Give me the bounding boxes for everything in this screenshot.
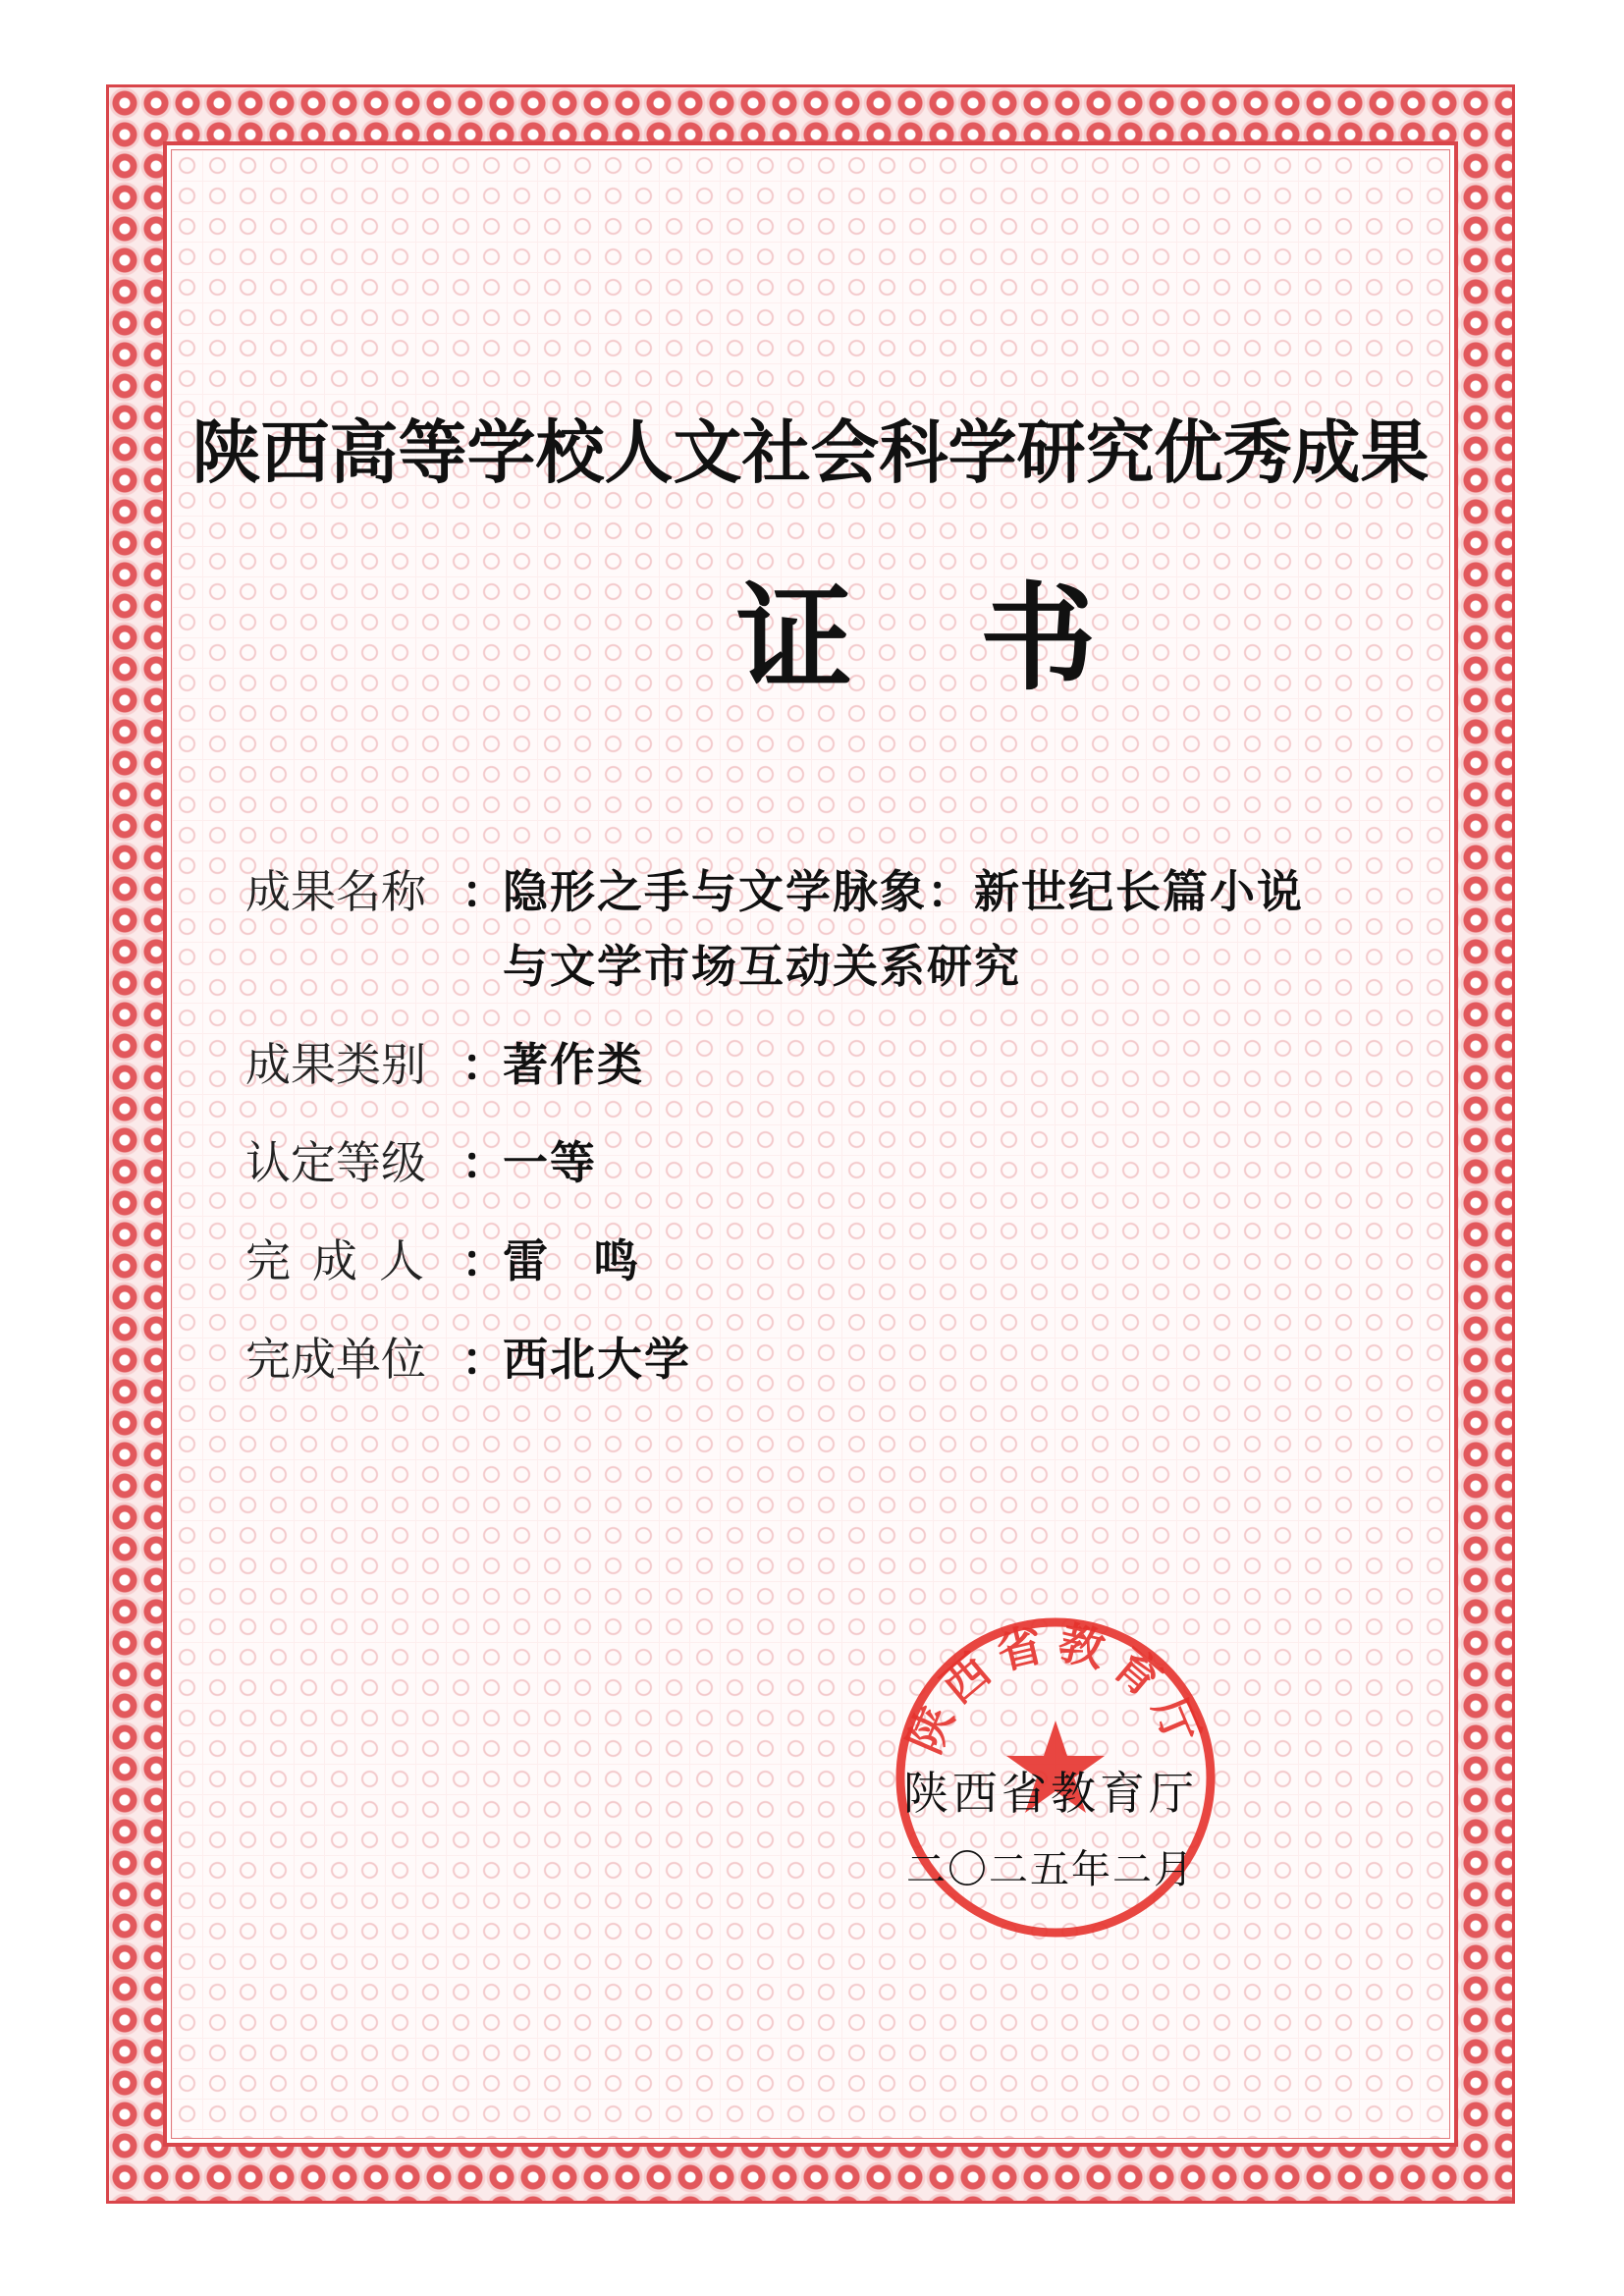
certificate-subtitle: 证书 xyxy=(736,570,1224,706)
colon: ： xyxy=(461,1333,507,1386)
issue-date: 二〇二五年二月 xyxy=(906,1847,1195,1892)
colon: ： xyxy=(461,1136,507,1189)
author-value: 雷鸣 xyxy=(503,1234,683,1287)
field-achievement-name xyxy=(245,864,1404,994)
colon: ： xyxy=(461,865,507,918)
achievement-name-line1: 隐形之手与文学脉象：新世纪长篇小说 xyxy=(503,865,1304,918)
field-category xyxy=(245,1037,1404,1092)
author-label: 完成人 xyxy=(245,1234,446,1287)
field-grade xyxy=(245,1135,1404,1190)
grade-value: 一等 xyxy=(503,1136,597,1189)
unit-value: 西北大学 xyxy=(503,1333,691,1386)
certificate-title: 陕西高等学校人文社会科学研究优秀成果 xyxy=(191,411,1430,493)
category-value: 著作类 xyxy=(503,1038,644,1091)
issuer-name: 陕西省教育厅 xyxy=(903,1767,1198,1820)
field-unit xyxy=(245,1332,1404,1387)
category-label: 成果类别 xyxy=(245,1038,426,1091)
unit-label: 完成单位 xyxy=(245,1333,426,1386)
field-author xyxy=(245,1233,1404,1288)
colon: ： xyxy=(461,1038,507,1091)
colon: ： xyxy=(461,1234,507,1287)
grade-label: 认定等级 xyxy=(245,1136,426,1189)
achievement-name-label: 成果名称 xyxy=(245,865,426,918)
certificate-fields xyxy=(245,864,1404,1430)
achievement-name-line2: 与文学市场互动关系研究 xyxy=(503,940,1021,993)
seal-text: 陕西省教育厅 xyxy=(897,1614,1214,1761)
achievement-name-value xyxy=(503,864,1404,994)
